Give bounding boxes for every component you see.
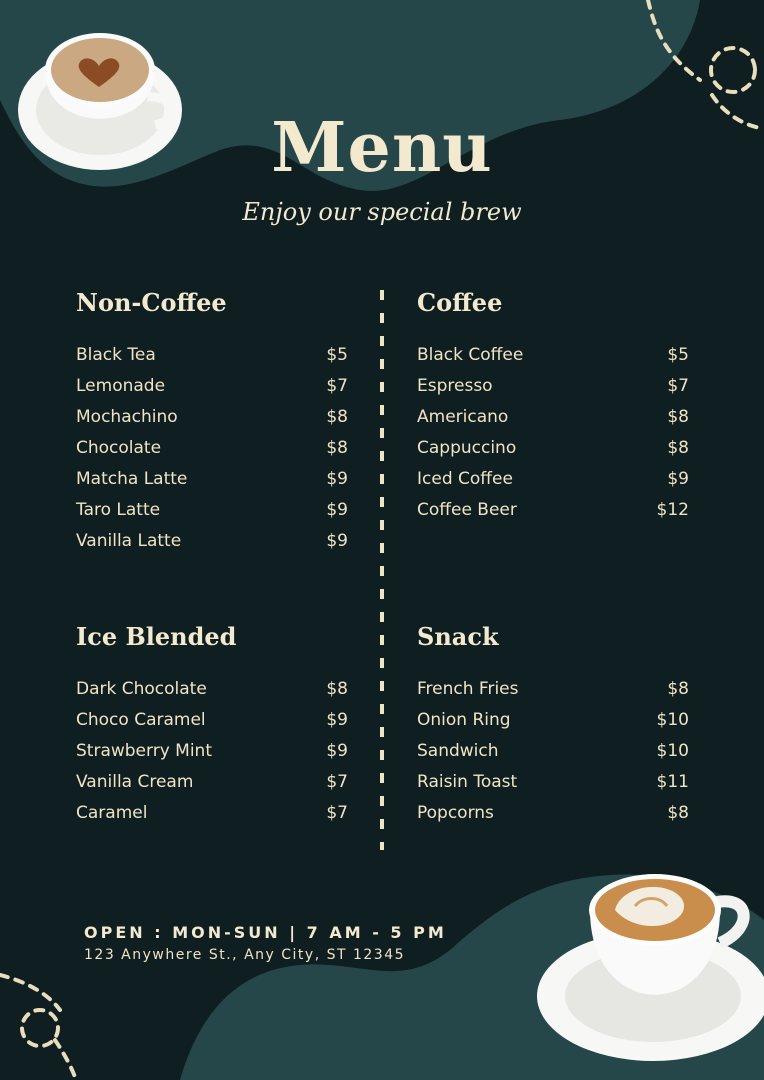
column-divider [380,290,384,850]
item-name: Iced Coffee [417,469,513,489]
opening-hours: OPEN : MON-SUN | 7 AM - 5 PM [84,923,447,942]
menu-item [76,433,348,464]
item-name: Coffee Beer [417,500,517,520]
item-price: $9 [326,741,348,761]
item-name: Chocolate [76,438,162,458]
item-name: Dark Chocolate [76,679,207,699]
menu-item [76,798,348,829]
menu-item [417,736,689,767]
menu-item [417,464,689,495]
item-price: $8 [667,679,689,699]
item-name: Mochachino [76,407,178,427]
item-price: $8 [667,803,689,823]
menu-item [417,798,689,829]
item-name: Vanilla Latte [76,531,182,551]
item-price: $8 [667,407,689,427]
item-name: Popcorns [417,803,494,823]
item-price: $8 [326,407,348,427]
menu-item [76,767,348,798]
item-name: Onion Ring [417,710,511,730]
section-title: Non-Coffee [76,288,227,317]
section-title: Snack [417,622,499,651]
menu-item [417,705,689,736]
item-name: Vanilla Cream [76,772,194,792]
item-name: Matcha Latte [76,469,188,489]
address: 123 Anywhere St., Any City, ST 12345 [84,947,406,963]
menu-item [76,371,348,402]
item-price: $8 [326,438,348,458]
menu-item [76,340,348,371]
item-name: Black Tea [76,345,156,365]
menu-item [417,433,689,464]
section-title: Coffee [417,288,503,317]
item-price: $11 [656,772,689,792]
item-name: Lemonade [76,376,166,396]
item-price: $7 [326,376,348,396]
item-name: Strawberry Mint [76,741,212,761]
item-name: French Fries [417,679,519,699]
item-price: $9 [326,469,348,489]
section-non-coffee [76,288,348,557]
menu-item [417,495,689,526]
coffee-cup-latte-icon [535,868,764,1068]
item-name: Sandwich [417,741,499,761]
section-title: Ice Blended [76,622,237,651]
item-price: $7 [667,376,689,396]
menu-item [417,371,689,402]
menu-item [76,526,348,557]
item-name: Caramel [76,803,148,823]
menu-item [76,736,348,767]
item-name: Choco Caramel [76,710,206,730]
menu-subtitle: Enjoy our special brew [242,198,522,226]
menu-item [417,767,689,798]
item-name: Black Coffee [417,345,524,365]
menu-item [76,402,348,433]
item-price: $5 [326,345,348,365]
menu-item [76,464,348,495]
menu-item [417,402,689,433]
menu-item [417,340,689,371]
item-price: $9 [326,500,348,520]
item-price: $8 [667,438,689,458]
item-name: Cappuccino [417,438,517,458]
section-ice-blended [76,622,348,829]
item-name: Raisin Toast [417,772,518,792]
item-price: $7 [326,772,348,792]
menu-item [417,674,689,705]
menu-item [76,705,348,736]
section-coffee [417,288,689,526]
item-price: $8 [326,679,348,699]
item-name: Americano [417,407,509,427]
item-price: $7 [326,803,348,823]
item-price: $9 [326,710,348,730]
menu-title: Menu [271,108,493,188]
item-price: $5 [667,345,689,365]
menu-item [76,674,348,705]
item-price: $12 [656,500,689,520]
item-name: Taro Latte [76,500,161,520]
item-price: $10 [656,741,689,761]
item-price: $9 [667,469,689,489]
item-price: $9 [326,531,348,551]
section-snack [417,622,689,829]
item-price: $10 [656,710,689,730]
menu-item [76,495,348,526]
item-name: Espresso [417,376,493,396]
